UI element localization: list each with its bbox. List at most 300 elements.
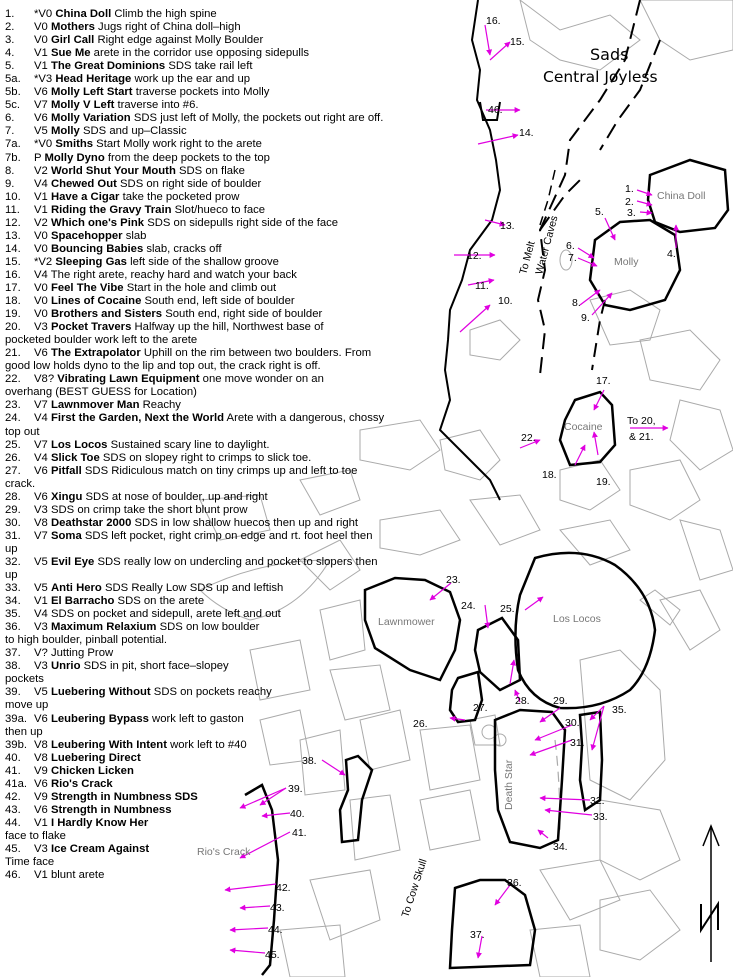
route-item bbox=[5, 99, 485, 112]
route-item bbox=[5, 465, 485, 491]
route-name: Unrio bbox=[50, 660, 81, 673]
route-item bbox=[5, 843, 485, 869]
route-description-continued: crack. bbox=[5, 477, 36, 490]
jutting-prow-outline bbox=[450, 880, 535, 968]
route-number: 9. bbox=[5, 177, 15, 190]
map-label-16: 16. bbox=[486, 15, 501, 27]
map-label-11: 11. bbox=[475, 280, 489, 292]
route-grade: V6 bbox=[34, 777, 48, 790]
map-label-24: 24. bbox=[461, 600, 476, 612]
route-description: SDS on pockets reachy bbox=[153, 686, 272, 699]
route-number: 1. bbox=[5, 8, 15, 20]
route-name: Ice Cream Against bbox=[50, 843, 150, 855]
route-grade: V1 bbox=[34, 869, 48, 882]
route-description: slab, cracks off bbox=[146, 242, 222, 255]
route-name: Leubering Bypass bbox=[50, 712, 149, 725]
route-description: slab bbox=[125, 229, 147, 242]
route-number: 16. bbox=[5, 268, 21, 281]
note-to-20: To 20, bbox=[627, 415, 656, 427]
route-name: First the Garden, Next the World bbox=[50, 412, 225, 425]
map-label-26: 26. bbox=[413, 718, 428, 730]
route-grade: *V0 bbox=[34, 8, 53, 20]
map-label-38: 38. bbox=[302, 755, 317, 767]
route-number: 5. bbox=[5, 60, 15, 73]
route-name: Anti Hero bbox=[50, 582, 102, 595]
route-description: SDS at nose of boulder, up and right bbox=[85, 490, 268, 503]
route-item bbox=[5, 491, 485, 504]
route-number: 7a. bbox=[5, 138, 21, 151]
route-name: Spacehopper bbox=[50, 229, 123, 242]
route-number: 22. bbox=[5, 373, 21, 386]
map-label-31: 31. bbox=[570, 737, 585, 749]
route-item bbox=[5, 138, 485, 151]
route-name: Luebering Without bbox=[50, 686, 151, 699]
map-label-36: 36. bbox=[507, 877, 522, 889]
route-grade: V4 bbox=[34, 268, 48, 281]
map-label-39: 39. bbox=[288, 783, 303, 795]
route-grade: V7 bbox=[34, 438, 48, 451]
route-grade: V5 bbox=[34, 582, 48, 595]
map-label-45: 45. bbox=[265, 949, 280, 961]
route-item bbox=[5, 204, 485, 217]
route-description: The right arete, reachy hard and watch your back bbox=[50, 268, 297, 281]
route-item bbox=[5, 8, 485, 21]
route-grade: V1 bbox=[34, 60, 48, 73]
route-name: Smiths bbox=[55, 138, 94, 151]
route-grade: *V3 bbox=[34, 73, 53, 86]
map-label-35: 35. bbox=[612, 704, 627, 716]
map-label-13: 13. bbox=[500, 220, 515, 232]
route-grade: V6 bbox=[34, 803, 48, 816]
route-item bbox=[5, 60, 485, 73]
route-number: 46. bbox=[5, 869, 21, 882]
route-description: SDS left pocket, right crimp on edge and rt. foot heel then bbox=[84, 529, 373, 542]
route-item bbox=[5, 686, 485, 712]
route-number: 32. bbox=[5, 555, 21, 568]
route-item bbox=[5, 321, 485, 347]
route-name: Leubering With Intent bbox=[50, 738, 167, 751]
route-name: Luebering Direct bbox=[50, 751, 141, 764]
boulder-name-molly: Molly bbox=[614, 256, 639, 268]
route-grade: V6 bbox=[34, 490, 48, 503]
route-item bbox=[5, 647, 485, 660]
route-description: work left to gaston bbox=[152, 712, 244, 725]
map-label-1: 1. bbox=[625, 183, 634, 195]
route-name: Rio's Crack bbox=[50, 777, 113, 790]
route-item bbox=[5, 452, 485, 465]
route-number: 15. bbox=[5, 255, 21, 268]
route-number: 39b. bbox=[5, 738, 27, 751]
route-description: Sustained scary line to daylight. bbox=[110, 438, 270, 451]
route-number: 4. bbox=[5, 47, 15, 60]
route-item bbox=[5, 713, 485, 739]
route-name: Deathstar 2000 bbox=[50, 516, 132, 529]
route-name: Los Locos bbox=[50, 438, 108, 451]
route-grade: V4 bbox=[34, 608, 48, 621]
route-number: 14. bbox=[5, 242, 21, 255]
route-item bbox=[5, 765, 485, 778]
map-label-4: 4. bbox=[667, 248, 676, 260]
route-description: Climb the high spine bbox=[114, 8, 217, 20]
route-description-continued: up bbox=[5, 569, 18, 582]
route-grade: V0 bbox=[34, 229, 48, 242]
route-item bbox=[5, 282, 485, 295]
route-description: SDS Ridiculous match on tiny crimps up and left to toe bbox=[84, 464, 358, 477]
route-number: 41a. bbox=[5, 777, 27, 790]
map-label-28: 28. bbox=[515, 695, 530, 707]
boulder-name-lawnmower: Lawnmower bbox=[378, 616, 435, 628]
route-item bbox=[5, 739, 485, 752]
map-label-15: 15. bbox=[510, 36, 525, 48]
route-number: 40. bbox=[5, 751, 21, 764]
route-item bbox=[5, 112, 485, 125]
route-grade: V5 bbox=[34, 555, 48, 568]
boulder-name-los-locos: Los Locos bbox=[553, 613, 601, 625]
route-description: Halfway up the hill, Northwest base of bbox=[134, 321, 324, 334]
route-item bbox=[5, 608, 485, 621]
route-description: Start Molly work right to the arete bbox=[96, 138, 262, 151]
route-grade: V0 bbox=[34, 295, 48, 308]
route-description: Reachy bbox=[142, 399, 181, 412]
route-grade: V7 bbox=[34, 99, 48, 112]
map-label-6: 6. bbox=[566, 240, 575, 252]
route-name: Lawnmover Man bbox=[50, 399, 140, 412]
route-item bbox=[5, 621, 485, 647]
route-number: 3. bbox=[5, 34, 15, 47]
route-description: Start in the hole and climb out bbox=[126, 281, 277, 294]
route-number: 13. bbox=[5, 229, 21, 242]
route-grade: V0 bbox=[34, 21, 48, 34]
route-grade: V4 bbox=[34, 451, 48, 464]
map-label-27: 27. bbox=[473, 702, 488, 714]
map-label-14: 14. bbox=[519, 127, 534, 139]
route-name: Chicken Licken bbox=[50, 764, 134, 777]
route-item bbox=[5, 191, 485, 204]
route-number: 39. bbox=[5, 686, 21, 699]
route-grade: V8 bbox=[34, 738, 48, 751]
route-grade: V7 bbox=[34, 399, 48, 412]
north-arrow bbox=[701, 826, 719, 962]
route-item bbox=[5, 504, 485, 517]
route-item bbox=[5, 217, 485, 230]
route-description: SDS take rail left bbox=[168, 60, 253, 73]
route-name: Feel The Vibe bbox=[50, 281, 124, 294]
route-grade: V5 bbox=[34, 125, 48, 138]
route-name: Strength in Numbness bbox=[50, 803, 172, 816]
route-name: Chewed Out bbox=[50, 177, 117, 190]
route-name: Brothers and Sisters bbox=[50, 308, 163, 321]
route-description-continued: pocketed boulder work left to the arete bbox=[5, 334, 198, 347]
map-label-3: 3. bbox=[627, 207, 636, 219]
route-number: 34. bbox=[5, 595, 21, 608]
route-name: Pocket Travers bbox=[50, 321, 132, 334]
route-item bbox=[5, 595, 485, 608]
route-description-continued: face to flake bbox=[5, 829, 66, 842]
route-list bbox=[5, 8, 485, 882]
route-name: Girl Call bbox=[50, 34, 95, 47]
route-number: 38. bbox=[5, 660, 21, 673]
route-grade: *V0 bbox=[34, 138, 53, 151]
route-description: SDS on sidepulls right side of the face bbox=[147, 216, 339, 229]
map-label-25: 25. bbox=[500, 603, 515, 615]
map-label-30: 30. bbox=[565, 717, 580, 729]
note-to-melt-water-caves: To Melt bbox=[517, 239, 538, 276]
route-number: 10. bbox=[5, 190, 21, 203]
route-grade: *V2 bbox=[34, 255, 53, 268]
route-number: 5b. bbox=[5, 86, 21, 99]
route-description-continued: move up bbox=[5, 699, 49, 712]
route-description: SDS and up–Classic bbox=[82, 125, 187, 138]
route-grade: V8 bbox=[34, 516, 48, 529]
route-name: Evil Eye bbox=[50, 555, 95, 568]
route-description-continued: good low holds dyno to the lip and top out, the crack right is off. bbox=[5, 360, 321, 373]
route-grade: V3 bbox=[34, 621, 48, 634]
route-name: World Shut Your Mouth bbox=[50, 164, 176, 177]
route-number: 41. bbox=[5, 764, 21, 777]
route-grade: V6 bbox=[34, 86, 48, 99]
route-item bbox=[5, 152, 485, 165]
route-grade: V7 bbox=[34, 529, 48, 542]
route-number: 26. bbox=[5, 451, 21, 464]
route-item bbox=[5, 165, 485, 178]
boulder-name-death-star: Death Star bbox=[503, 759, 515, 810]
route-grade: V4 bbox=[34, 177, 48, 190]
route-grade: V8 bbox=[34, 751, 48, 764]
route-item bbox=[5, 399, 485, 412]
map-label-22: 22. bbox=[521, 432, 536, 444]
route-grade: V6 bbox=[34, 712, 48, 725]
route-description: SDS on low boulder bbox=[159, 621, 260, 634]
route-description: SDS on crimp take the short blunt prow bbox=[50, 503, 248, 516]
route-item bbox=[5, 869, 485, 882]
route-number: 12. bbox=[5, 216, 21, 229]
route-description: SDS on flake bbox=[178, 164, 245, 177]
map-label-7: 7. bbox=[568, 252, 577, 264]
route-number: 7. bbox=[5, 125, 15, 138]
map-label-10: 10. bbox=[498, 295, 513, 307]
boulder-name-cocaine: Cocaine bbox=[564, 421, 603, 433]
route-description: South end, left side of boulder bbox=[144, 295, 295, 308]
route-name: Maximum Relaxium bbox=[50, 621, 157, 634]
route-number: 31. bbox=[5, 529, 21, 542]
route-name: Molly Variation bbox=[50, 112, 131, 125]
route-description: SDS on the arete bbox=[117, 595, 205, 608]
route-grade: V1 bbox=[34, 47, 48, 60]
route-description: traverse into #6. bbox=[117, 99, 199, 112]
route-name: Riding the Gravy Train bbox=[50, 203, 172, 216]
route-item bbox=[5, 178, 485, 191]
route-number: 29. bbox=[5, 503, 21, 516]
route-name: Xingu bbox=[50, 490, 83, 503]
route-number: 17. bbox=[5, 281, 21, 294]
route-name: Sleeping Gas bbox=[55, 255, 127, 268]
route-grade: V2 bbox=[34, 164, 48, 177]
route-item bbox=[5, 412, 485, 438]
route-number: 33. bbox=[5, 582, 21, 595]
route-grade: V8? bbox=[34, 373, 55, 386]
route-name: Strength in Numbness SDS bbox=[50, 790, 198, 803]
route-number: 44. bbox=[5, 816, 21, 829]
route-description-continued: Time face bbox=[5, 856, 55, 869]
route-item bbox=[5, 73, 485, 86]
dashed-trail-4 bbox=[592, 300, 605, 370]
map-label-23: 23. bbox=[446, 574, 461, 586]
map-label-18: 18. bbox=[542, 469, 557, 481]
los-locos-outline bbox=[515, 553, 655, 708]
route-grade: V9 bbox=[34, 764, 48, 777]
map-subtitle: Central Joyless bbox=[543, 68, 658, 86]
route-number: 7b. bbox=[5, 151, 21, 164]
route-item bbox=[5, 439, 485, 452]
route-name: Pitfall bbox=[50, 464, 82, 477]
route-name: Slick Toe bbox=[50, 451, 100, 464]
route-name: Soma bbox=[50, 529, 82, 542]
route-description-continued: pockets bbox=[5, 673, 44, 686]
route-grade: V1 bbox=[34, 595, 48, 608]
route-description: SDS on slopey right to crimps to slick toe. bbox=[102, 451, 312, 464]
route-grade: V6 bbox=[34, 112, 48, 125]
route-grade: V4 bbox=[34, 412, 48, 425]
route-item bbox=[5, 582, 485, 595]
route-description: Uphill on the rim between two boulders. From bbox=[143, 347, 372, 360]
route-grade: V9 bbox=[34, 790, 48, 803]
route-description-continued: then up bbox=[5, 725, 43, 738]
route-number: 37. bbox=[5, 647, 21, 660]
note-to-cow-skull: To Cow Skull bbox=[399, 857, 430, 919]
note-to-21: & 21. bbox=[629, 431, 654, 443]
map-label-9: 9. bbox=[581, 312, 590, 324]
route-item bbox=[5, 269, 485, 282]
route-number: 25. bbox=[5, 438, 21, 451]
route-description: Slot/hueco to face bbox=[174, 203, 266, 216]
map-label-17: 17. bbox=[596, 375, 611, 387]
route-name: Lines of Cocaine bbox=[50, 295, 142, 308]
route-number: 42. bbox=[5, 790, 21, 803]
route-grade: V0 bbox=[34, 308, 48, 321]
route-grade: V0 bbox=[34, 242, 48, 255]
map-label-5: 5. bbox=[595, 206, 604, 218]
map-label-44: 44. bbox=[268, 924, 283, 936]
route-name: I Hardly Know Her bbox=[50, 816, 149, 829]
route-item bbox=[5, 373, 485, 399]
route-description: Right edge against Molly Boulder bbox=[97, 34, 264, 47]
route-number: 45. bbox=[5, 843, 21, 855]
route-item bbox=[5, 47, 485, 60]
route-grade: V3 bbox=[34, 843, 48, 855]
route-item bbox=[5, 308, 485, 321]
route-number: 28. bbox=[5, 490, 21, 503]
route-name: China Doll bbox=[55, 8, 112, 20]
route-number: 5c. bbox=[5, 99, 21, 112]
route-description: SDS in low shallow huecos then up and right bbox=[134, 516, 359, 529]
map-label-41: 41. bbox=[292, 827, 307, 839]
route-item bbox=[5, 230, 485, 243]
map-label-12: 12. bbox=[467, 250, 482, 262]
map-label-8: 8. bbox=[572, 297, 581, 309]
route-item bbox=[5, 660, 485, 686]
route-description-continued: up bbox=[5, 542, 18, 555]
route-description: work left to #40 bbox=[170, 738, 247, 751]
route-description: SDS in pit, short face–slopey bbox=[83, 660, 229, 673]
route-item bbox=[5, 752, 485, 765]
route-name: Molly bbox=[50, 125, 80, 138]
route-grade: V3 bbox=[34, 321, 48, 334]
route-number: 30. bbox=[5, 516, 21, 529]
route-number: 19. bbox=[5, 308, 21, 321]
route-number: 18. bbox=[5, 295, 21, 308]
route-number: 5a. bbox=[5, 73, 21, 86]
route-name: Bouncing Babies bbox=[50, 242, 144, 255]
route-grade: V? bbox=[34, 647, 48, 660]
map-label-19: 19. bbox=[596, 476, 611, 488]
route-item bbox=[5, 86, 485, 99]
route-grade: V1 bbox=[34, 190, 48, 203]
route-number: 27. bbox=[5, 464, 21, 477]
route-item bbox=[5, 125, 485, 138]
boulder-name-rios-crack: Rio's Crack bbox=[197, 846, 251, 858]
route-grade: V1 bbox=[34, 816, 48, 829]
route-description: from the deep pockets to the top bbox=[107, 151, 270, 164]
note-water-caves: Water Caves bbox=[533, 214, 561, 276]
route-number: 36. bbox=[5, 621, 21, 634]
route-description: SDS on right side of boulder bbox=[120, 177, 262, 190]
boulder-name-china-doll: China Doll bbox=[657, 190, 706, 202]
route-number: 8. bbox=[5, 164, 15, 177]
route-name: Molly V Left bbox=[50, 99, 115, 112]
route-name: The Extrapolator bbox=[50, 347, 141, 360]
map-label-33: 33. bbox=[593, 811, 608, 823]
route-item bbox=[5, 295, 485, 308]
route-name: Have a Cigar bbox=[50, 190, 120, 203]
route-grade: V6 bbox=[34, 347, 48, 360]
route-item bbox=[5, 778, 485, 791]
route-description: arete in the corridor use opposing sidepulls bbox=[93, 47, 310, 60]
route-number: 24. bbox=[5, 412, 21, 425]
route-name: Sue Me bbox=[50, 47, 91, 60]
route-item bbox=[5, 256, 485, 269]
route-description-continued: overhang (BEST GUESS for Location) bbox=[5, 386, 197, 399]
route-description: South end, right side of boulder bbox=[165, 308, 323, 321]
route-name: El Barracho bbox=[50, 595, 115, 608]
map-label-43: 43. bbox=[270, 902, 285, 914]
route-description: left side of the shallow groove bbox=[130, 255, 279, 268]
route-description: SDS just left of Molly, the pockets out right are off. bbox=[133, 112, 384, 125]
route-name: Molly Dyno bbox=[44, 151, 105, 164]
route-description: one move wonder on an bbox=[202, 373, 324, 386]
route-description-continued: to high boulder, pinball potential. bbox=[5, 634, 168, 647]
route-number: 39a. bbox=[5, 712, 27, 725]
route-grade: V0 bbox=[34, 281, 48, 294]
route-item bbox=[5, 791, 485, 804]
route-description: work up the ear and up bbox=[134, 73, 251, 86]
map-label-46: 46. bbox=[488, 104, 503, 116]
route-item bbox=[5, 517, 485, 530]
route-description: traverse pockets into Molly bbox=[135, 86, 270, 99]
route-number: 2. bbox=[5, 21, 15, 34]
route-name: Mothers bbox=[50, 21, 95, 34]
route-description: blunt arete bbox=[50, 869, 105, 882]
route-item bbox=[5, 243, 485, 256]
route-item bbox=[5, 530, 485, 556]
route-description: SDS Really Low SDS up and leftish bbox=[104, 582, 284, 595]
route-number: 11. bbox=[5, 203, 20, 216]
route-name: Vibrating Lawn Equipment bbox=[57, 373, 200, 386]
route-grade: V3 bbox=[34, 503, 48, 516]
route-name: The Great Dominions bbox=[50, 60, 166, 73]
map-label-42: 42. bbox=[276, 882, 291, 894]
route-number: 20. bbox=[5, 321, 21, 334]
route-number: 23. bbox=[5, 399, 21, 412]
